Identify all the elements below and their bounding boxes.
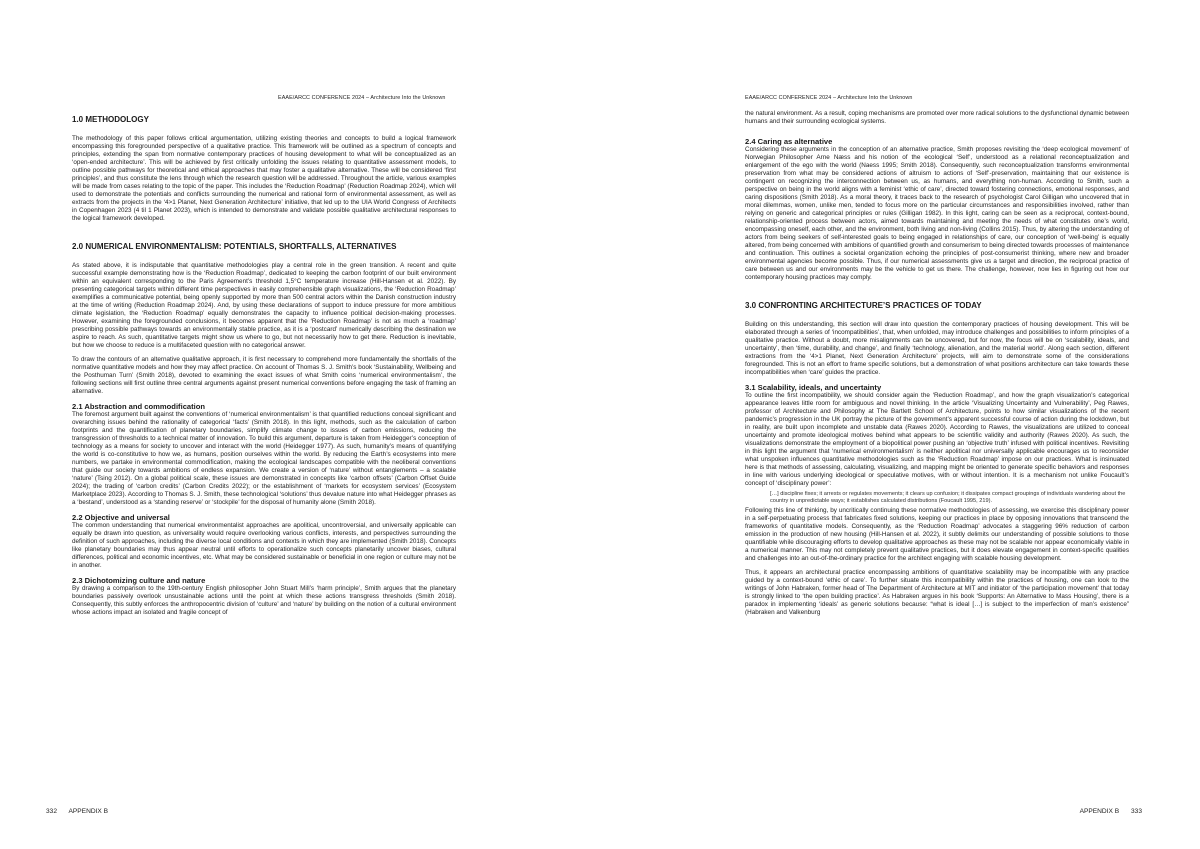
paragraph-following: Following this line of thinking, by uncritically continuing these normative methodologies of assessing, we exercise this disciplinary power in a self-perpetuating process that fabricates fixed solutions, keeping our practices in place by opposing innovations that transcend the frameworks of quantitative models. Consequently, as the ‘Reduction Roadmap’ advocates a staggering 96% reduction of carbon emission in the production of new housing (Hill-Hansen et al. 2022), it subtly delimits our understanding of possible solutions to those quantifiable while discouraging efforts to develop qualitative approaches as these may not be scalable nor appear economically viable in a numerical manner. This may not completely prevent qualitative practices, but it does elevate engagement in context-specific qualities and challenges into an out-of-the-ordinary practice for the architect engaging with scalable housing development.	[745, 507, 1129, 562]
block-quote-foucault: […] discipline fixes; it arrests or regulates movements; it clears up confusion; it dissipates compact groupings of individuals wandering about the country in unpredictable ways; it establishes calculated distributions (Foucault 1995, 219).	[770, 491, 1126, 504]
paragraph-abstraction: The foremost argument built against the conventions of ‘numerical environmentalism’ is that quantified reductions conceal significant and overarching issues behind the rationality of categorical ‘facts’ (Smith 2018). In this light, methods, such as the calculation of carbon footprints and the quantification of planetary boundaries, simplify climate change to issues of carbon emissions, reducing the transgression of thresholds to a technical matter of innovation. To build this argument, departure is taken from Heidegger’s conception of technology as a means for society to uncover and interact with the world (Heidegger 1977). As such, humanity’s means of quantifying the world is co-constitutive to how we, as humans, position ourselves within the world. By reducing the Earth’s ecosystems into mere numbers, we partake in environmental commodification, making the ecological landscapes compatible with the neoliberal conventions that guide our society towards ambitions of endless expansion. We create a version of ‘nature’ without entanglements – a scalable ‘nature’ (Tsing 2012). On a global political scale, these issues are demonstrated in concepts like ‘carbon offsets’ (Carbon Offset Guide 2024); the trading of ‘carbon credits’ (Carbon Credits 2022); or the establishment of ‘markets for ecosystem services’ (Ecosystem Marketplace 2023). According to Thomas S. J. Smith, these technological ‘solutions’ thus devalue nature into what Heidegger phrases as a ‘bestand’, understood as a ‘standing reserve’ or ‘stockpile’ for the disposal of humanity alone (Smith 2018).	[72, 411, 456, 506]
footer-label-left: APPENDIX B	[68, 808, 109, 815]
right-column	[745, 110, 1129, 623]
heading-numerical-environmentalism: 2.0 NUMERICAL ENVIRONMENTALISM: POTENTIALS, SHORTFALLS, ALTERNATIVES	[72, 242, 397, 251]
heading-caring: 2.4 Caring as alternative	[745, 137, 833, 146]
heading-abstraction: 2.1 Abstraction and commodification	[72, 402, 206, 411]
heading-scalability: 3.1 Scalability, ideals, and uncertainty	[745, 383, 882, 392]
footer-left	[36, 808, 108, 815]
footer-label-right: APPENDIX B	[1079, 808, 1120, 815]
heading-objective: 2.2 Objective and universal	[72, 513, 170, 522]
footer-right	[1080, 808, 1152, 815]
paragraph-methodology: The methodology of this paper follows critical argumentation, utilizing existing theories and concepts to build a logical framework encompassing this foregrounded perspective of a qualitative practice. This framework will be outlined as a spectrum of concepts and principles, extending the span from normative contemporary practices of housing development to what will be conceptualized as an ‘open-ended architecture’. This will be achieved by first critically unfolding the issues relating to quantitative assessment models, to outline possible pathways for theoretical and ethical approaches that may foster a qualitative alternative. These will be considered ‘first principles’, and thus constitute the lens through which the research question will be addressed. Throughout the article, various examples will be made from cases relating to the topic of the paper. This includes the ‘Reduction Roadmap’ (Reduction Roadmap 2024), which will used to demonstrate the potentials and conflicts surrounding the numerical and rational form of environmental assessment, as well as extracts from the projects in the ‘4>1 Planet, Next Generation Architecture’ initiative, that led up to the UIA World Congress of Architects in Copenhagen 2023 (4 til 1 Planet 2023), which is intended to demonstrate and validate possible qualitative architectural responses to the logical framework developed.	[72, 135, 456, 222]
running-head-left: EAAE/ARCC CONFERENCE 2024 – Architecture Into the Unknown	[278, 95, 446, 101]
page-number-left: 332	[46, 808, 58, 815]
heading-methodology: 1.0 METHODOLOGY	[72, 115, 149, 124]
heading-dichotomizing: 2.3 Dichotomizing culture and nature	[72, 576, 206, 585]
paragraph-numerical-2: To draw the contours of an alternative qualitative approach, it is first necessary to comprehend more fundamentally the shortfalls of the normative quantitative models and how they may affect practice. On account of Thomas S. J. Smith’s book ‘Sustainability, Wellbeing and the Posthuman Turn’ (Smith 2018), devoted to examining the exact issues of what Smith coins ‘numerical environmentalism’, the following sections will first outline three central arguments against present numerical conventions before engaging the task of framing an alternative.	[72, 356, 456, 395]
paragraph-dichotomizing: By drawing a comparison to the 19th-century English philosopher John Stuart Mill’s ‘harm principle’, Smith argues that the planetary boundaries passively overlook unsustainable actions until the point at which these actions transgress thresholds (Smith 2018). Consequently, this subtly enforces the anthropocentric division of ‘culture’ and ‘nature’ by building on the notion of a cultural environment whose actions impact an isolated and fragile concept of	[72, 585, 456, 616]
right-page	[600, 0, 1200, 849]
left-column	[72, 110, 456, 623]
paragraph-continuation: the natural environment. As a result, coping mechanisms are promoted over more radical solutions to the dysfunctional dynamic between humans and their surrounding ecological systems.	[745, 110, 1129, 125]
paragraph-objective: The common understanding that numerical environmentalist approaches are apolitical, uncontroversial, and universally applicable can equally be drawn into question, as universality would require overlooking various conflicts, interests, and perspectives surrounding the definition of such approaches, including the diverse local conditions and contexts in which they are implemented (Smith 2018). Concepts like planetary boundaries may thus appear neutral until efforts to operationalize such concepts planetarily uncover biases, cultural differences, political and economic incentives, etc. What may be considered sustainable or beneficial in one region or culture may not be in another.	[72, 522, 456, 569]
paragraph-thus: Thus, it appears an architectural practice encompassing ambitions of quantitative scalability may be incompatible with any practice guided by a context-bound ‘ethic of care’. To further situate this incompatibility within the practices of housing, one can look to the writings of John Habraken, former head of The Department of Architecture at MIT and initiator of ‘the participation movement’ that today is strongly linked to ‘the open building practice’. As Habraken argues in his book ‘Supports: An Alternative to Mass Housing’, there is a paradox in implementing ‘ideals’ as generic solutions because: “what is ideal […] is subject to the imperfection of man’s existence” (Habraken and Valkenburg	[745, 569, 1129, 616]
heading-confronting: 3.0 CONFRONTING ARCHITECTURE’S PRACTICES OF TODAY	[745, 301, 982, 310]
paragraph-scalability: To outline the first incompatibility, we should consider again the ‘Reduction Roadmap’, and how the graph visualization’s categorical appearance leaves little room for ambiguous and novel thinking. In the article ‘Visualizing Uncertainty and Vulnerability’, Peg Rawes, professor of Architecture and Philosophy at The Bartlett School of Architecture, points to how similar visualizations of the recent pandemic’s progression in the UK portray the picture of the government’s apparent successful course of action during the lockdown, but in reality, are built upon incomplete and unstable data (Rawes 2020). According to Rawes, the visualizations are utilized to conceal uncertainty and promote ideological motives behind what appears to be scientific validity and authority (Rawes 2020). As such, the visualizations demonstrate the employment of a biopolitical power pushing an ‘objective truth’ infused with political incentives. Revisiting in this light the argument that ‘numerical environmentalism’ is neither apolitical nor universally applicable encourages us to reconsider what unspoken influences quantitative methodologies such as the ‘Reduction Roadmap’ impose on our practices. What is insinuated here is that methods of assessing, calculating, visualizing, and mapping might be oriented to generate specific behaviors and responses in line with various underlying ideological or speculative motives, with or without intention. It is a mechanism not unlike Foucault’s concept of ‘disciplinary power’:	[745, 392, 1129, 487]
page-number-right: 333	[1130, 808, 1142, 815]
paragraph-numerical-1: As stated above, it is indisputable that quantitative methodologies play a central role in the green transition. A recent and quite successful example demonstrating how is the ‘Reduction Roadmap’, dedicated to keeping the carbon footprint of our built environment within an equivalent corresponding to the Paris Agreement’s threshold 1,5°C temperature increase (Hill-Hansen et al. 2022). By presenting categorical targets within different time perspectives in easily comprehensible graph visualizations, the ‘Reduction Roadmap’ exemplifies a communicative potential, being openly supported by more than 500 central actors within the Danish construction industry at the time of writing (Reduction Roadmap 2024). And, by using these declarations of support to induce pressure for more ambitious climate legislation, the ‘Reduction Roadmap’ equally demonstrates the capacity to influence political decision-making processes. However, examining the foregrounded conclusions, it becomes apparent that the ‘Reduction Roadmap’ is not as much a ‘roadmap’ prescribing possible pathways towards an environmentally stable practice, as it is a ‘postcard’ numerically describing the destination we aspire to reach. As such, quantitative targets might show us where to go, but not necessarily how to get there. Reduction is inevitable, but how we choose to reduce is a multifaceted question with no categorical answer.	[72, 262, 456, 349]
paragraph-caring: Considering these arguments in the conception of an alternative practice, Smith proposes revisiting the ‘deep ecological movement’ of Norwegian Philosopher Arne Næss and his notion of the ecological ‘Self’, understood as a relational reconceptualization and enlargement of the ego with the world (Naess 1995; Smith 2018). Consequently, such reconceptualization transforms environmental preservation from what may be considered actions of altruism to actions of ‘Self’-preservation, maintaining that our existence is contingent on recognizing the interconnection between us, as humans, and everything non-human. According to Smith, such a perspective on being in the world aligns with a feminist ‘ethic of care’, directed toward fostering connections, emotional responses, and caring dispositions (Smith 2018). As a moral theory, it traces back to the research of psychologist Carol Gilligan who uncovered that in moral dilemmas, women, unlike men, tended to focus more on the particular circumstances and responsibilities involved, rather than relying on generic and categorical principles or rules (Gilligan 1982). In this light, caring can be seen as a reciprocal, context-bound, relationship-oriented process between actors, aimed towards maintaining and meeting the needs of what constitutes one’s world, encompassing oneself, each other, and the environment, both living and non-living (Collins 2015). Thus, by altering the understanding of actors from being seekers of self-interested goals to being engaged in relationships of care, our conception of ‘well-being’ is equally altered, from being concerned with ambitions of quantified growth and consumerism to being directed towards processes of maintenance and continuation. This outlines a societal organization echoing the principles of post-consumerist thinking, where new and broader environmental agencies become possible. Thus, if our numerical assessments give us a target and direction, the reciprocal practice of care between us and our environments may be the vehicle to get us there. The challenge, however, now lies in figuring out how our contemporary housing practices may comply.	[745, 146, 1129, 281]
paragraph-confronting: Building on this understanding, this section will draw into question the contemporary practices of housing development. This will be elaborated through a series of ‘incompatibilities’, that, when unfolded, may introduce challenges and possibilities to inform principles of a qualitative practice. Without a doubt, more misalignments can be uncovered, but for now, the focus will be on ‘scalability, ideals, and uncertainty’, then ‘time, durability, and change’, and finally ‘technology, alienation, and the material world’. Along each section, different extractions from the ‘4>1 Planet, Next Generation Architecture’ projects, will aim to demonstrate some of the considerations foregrounded. This is not an effort to frame specific solutions, but a demonstration of what positions architecture can take towards these incompatibilities when ‘care’ guides the practice.	[745, 321, 1129, 376]
running-head-right: EAAE/ARCC CONFERENCE 2024 – Architecture Into the Unknown	[745, 95, 913, 101]
